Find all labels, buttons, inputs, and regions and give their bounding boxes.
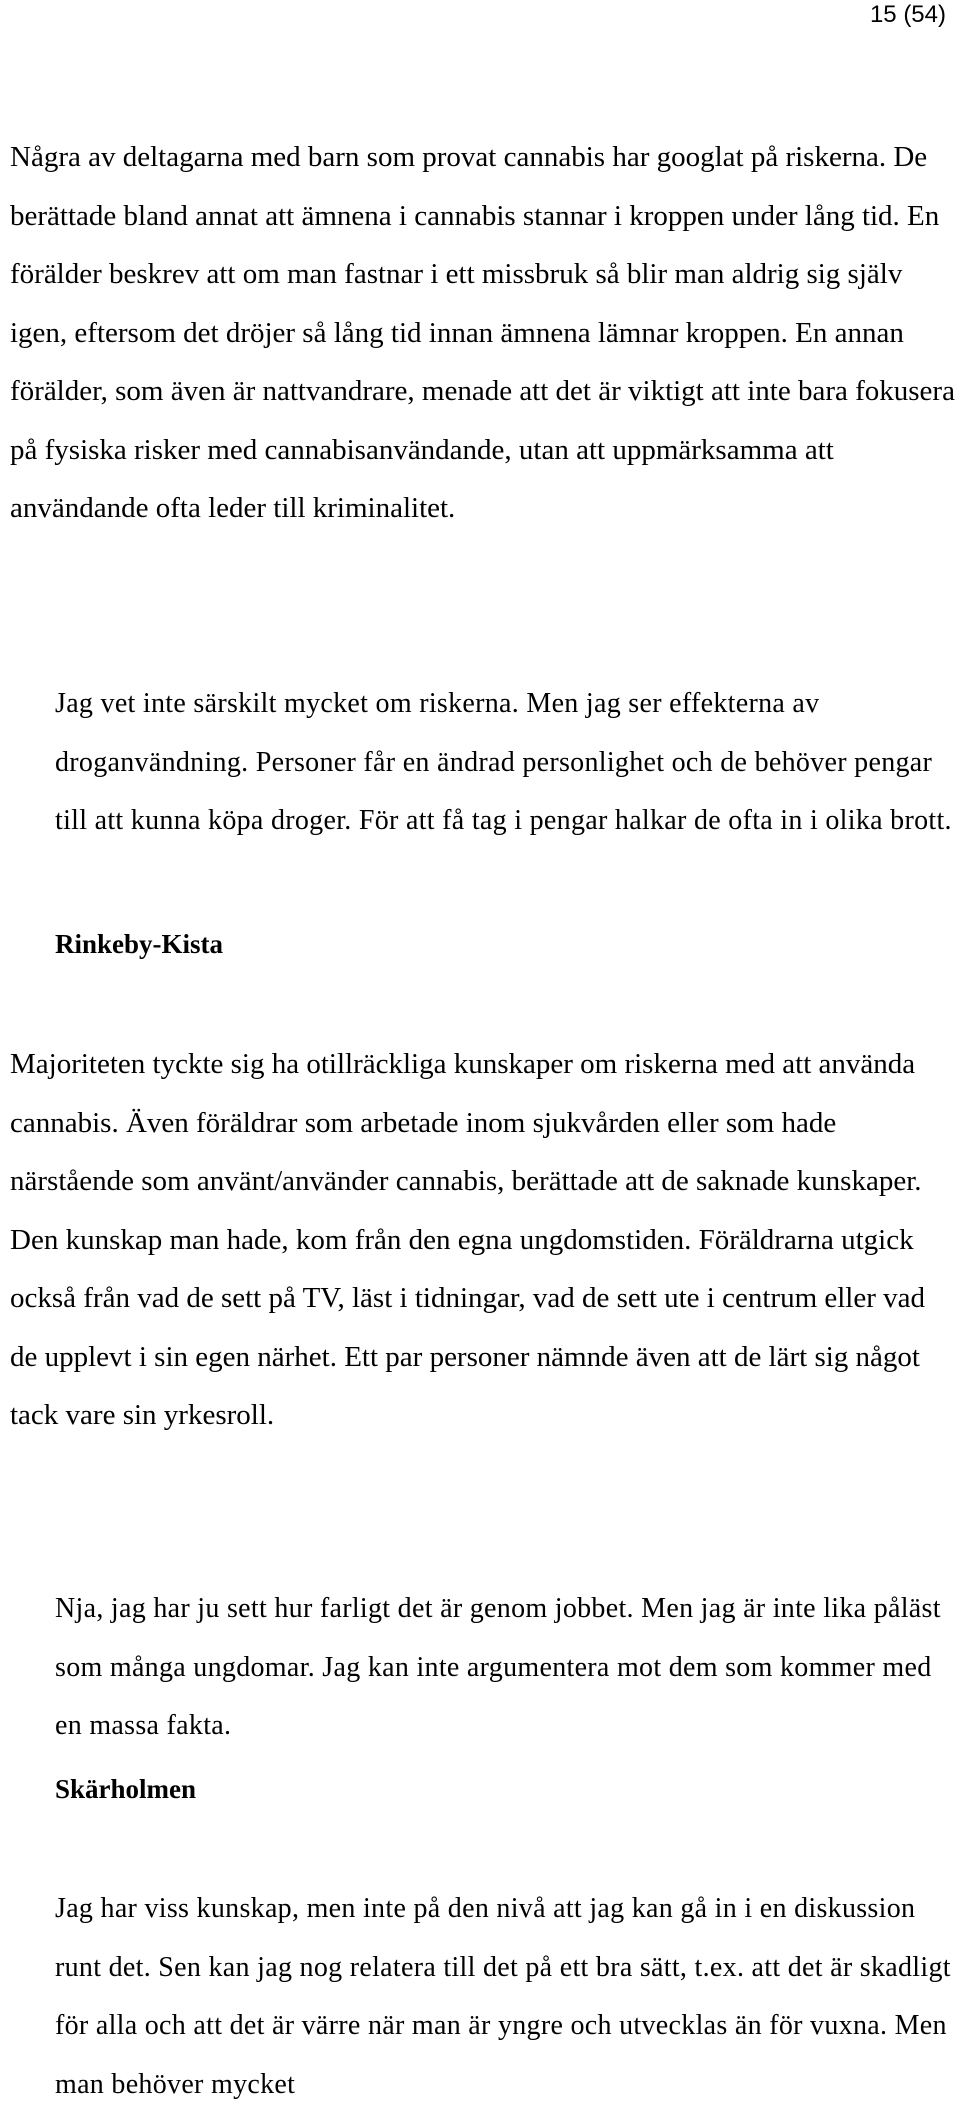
interview-quote: Jag vet inte särskilt mycket om riskerna. Men jag ser effekterna av droganvändning. Personer får en ändrad personlighet och de behöver pengar till att kunna köpa droger. För att få tag i pengar halkar de ofta in i olika brott.	[55, 688, 952, 836]
quote-source: Rinkeby-Kista	[55, 929, 224, 959]
body-paragraph: Några av deltagarna med barn som provat cannabis har googlat på riskerna. De berättade bland annat att ämnena i cannabis stannar i kroppen under lång tid. En förälder beskrev att om man fastnar i ett missbruk så blir man aldrig sig själv igen, eftersom det dröjer så lång tid innan ämnena lämnar kroppen. En annan förälder, som även är nattvandrare, menade att det är viktigt att inte bara fokusera på fysiska risker med cannabisanvändande, utan att uppmärksamma att användande ofta leder till kriminalitet.	[10, 141, 955, 524]
page-number: 15 (54)	[869, 1, 946, 28]
body-paragraph: Majoriteten tyckte sig ha otillräckliga kunskaper om riskerna med att använda cannabis. Även föräldrar som arbetade inom sjukvården eller som hade närstående som använt/använder cannabis, berättade att de saknade kunskaper. Den kunskap man hade, kom från den egna ungdomstiden. Föräldrarna utgick också från vad de sett på TV, läst i tidningar, vad de sett ute i centrum eller vad de upplevt i sin egen närhet. Ett par personer nämnde även att de lärt sig något tack vare sin yrkesroll.	[10, 1048, 926, 1431]
interview-quote: Jag har viss kunskap, men inte på den nivå att jag kan gå in i en diskussion runt det. Sen kan jag nog relatera till det på ett bra sätt, t.ex. att det är skadligt för alla och att det är värre när man är yngre och utvecklas än för vuxna. Men man behöver mycket	[55, 1893, 951, 2100]
quote-source: Skärholmen	[55, 1774, 197, 1804]
interview-quote: Nja, jag har ju sett hur farligt det är genom jobbet. Men jag är inte lika påläst som många ungdomar. Jag kan inte argumentera mot dem som kommer med en massa fakta.	[55, 1593, 941, 1741]
